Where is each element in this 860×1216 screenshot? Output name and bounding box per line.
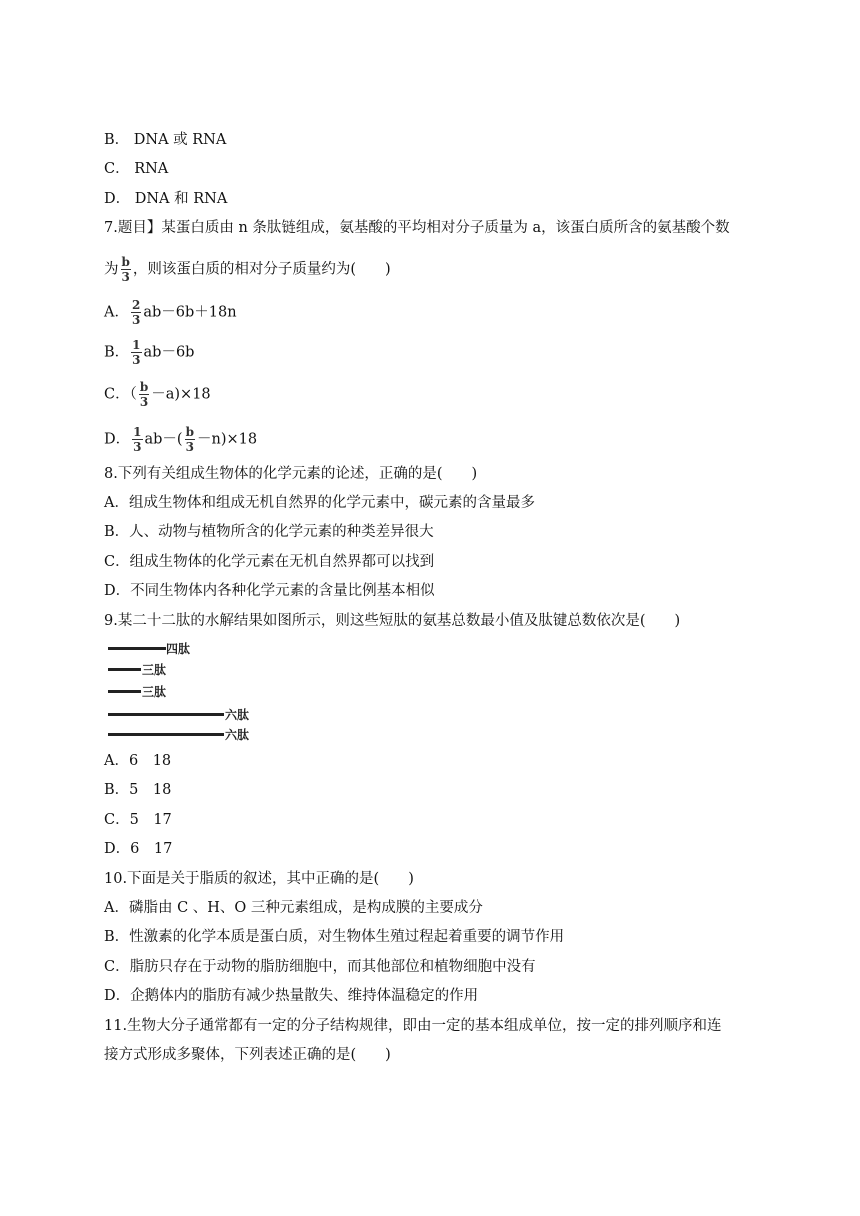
q8-stem: 8.下列有关组成生物体的化学元素的论述，正确的是( ) xyxy=(104,466,478,482)
q8-option-d: D．不同生物体内各种化学元素的含量比例基本相似 xyxy=(104,583,435,599)
q7-stem-post: ，则该蛋白质的相对分子质量约为( ) xyxy=(132,261,391,278)
peptide-bar-hexapeptide-1: 六肽 xyxy=(108,706,258,724)
q8-option-b: B．人、动物与植物所含的化学元素的种类差异很大 xyxy=(104,524,434,540)
q6-option-c: C． RNA xyxy=(104,161,169,177)
q10-option-b: B．性激素的化学本质是蛋白质，对生物体生殖过程起着重要的调节作用 xyxy=(104,929,565,945)
q11-stem-line1: 11.生物大分子通常都有一定的分子结构规律，即由一定的基本组成单位，按一定的排列顺序和连 xyxy=(104,1018,722,1034)
fraction-b-over-3: $\frac{b}{3}$ xyxy=(121,255,130,284)
fraction-1-over-3: $\frac{1}{3}$ xyxy=(133,425,142,454)
q6-option-d: D． DNA 和 RNA xyxy=(104,191,228,207)
q7-stem-pre: 为 xyxy=(104,261,119,278)
peptide-bar-tetrapeptide: 四肽 xyxy=(108,640,198,658)
q7-option-d: D． $\frac{1}{3}$ ab－( $\frac{b}{3}$ －n)×18 xyxy=(104,425,258,454)
q8-option-c: C．组成生物体的化学元素在无机自然界都可以找到 xyxy=(104,554,435,570)
q9-option-a: A．6 18 xyxy=(104,753,172,769)
fraction-2-over-3: $\frac{2}{3}$ xyxy=(131,298,141,327)
q9-option-b: B．5 18 xyxy=(104,782,172,798)
q10-option-c: C．脂肪只存在于动物的脂肪细胞中，而其他部位和植物细胞中没有 xyxy=(104,959,536,975)
q10-stem: 10.下面是关于脂质的叙述，其中正确的是( ) xyxy=(104,871,414,887)
q7-stem-line2 xyxy=(104,256,391,283)
q8-option-a: A．组成生物体和组成无机自然界的化学元素中，碳元素的含量最多 xyxy=(104,495,535,511)
peptide-bar-tripeptide-1: 三肽 xyxy=(108,661,178,679)
q9-option-c: C．5 17 xyxy=(104,812,172,828)
q11-stem-line2: 接方式形成多聚体，下列表述正确的是( ) xyxy=(104,1047,391,1063)
q7-option-a: A． $\frac{2}{3}$ ab－6b＋18n xyxy=(104,298,237,327)
fraction-b-over-3: $\frac{b}{3}$ xyxy=(139,380,149,409)
fraction-b-over-3: $\frac{b}{3}$ xyxy=(185,425,194,454)
q7-stem-line1: 7.题目】某蛋白质由 n 条肽链组成，氨基酸的平均相对分子质量为 a，该蛋白质所含的氨基酸个数 xyxy=(104,220,730,236)
peptide-bar-hexapeptide-2: 六肽 xyxy=(108,726,258,744)
fraction-1-over-3: $\frac{1}{3}$ xyxy=(132,338,141,367)
q9-stem: 9.某二十二肽的水解结果如图所示，则这些短肽的氨基总数最小值及肽键总数依次是( ) xyxy=(104,613,681,629)
q9-option-d: D．6 17 xyxy=(104,841,173,857)
q7-option-c: C．（ $\frac{b}{3}$ －a)×18 xyxy=(104,380,211,409)
q10-option-d: D．企鹅体内的脂肪有减少热量散失、维持体温稳定的作用 xyxy=(104,988,479,1004)
q6-option-b: B． DNA 或 RNA xyxy=(104,132,227,148)
q7-option-b: B． $\frac{1}{3}$ ab－6b xyxy=(104,338,195,367)
q10-option-a: A．磷脂由 C 、H、O 三种元素组成，是构成膜的主要成分 xyxy=(104,900,483,916)
peptide-bar-tripeptide-2: 三肽 xyxy=(108,683,178,701)
